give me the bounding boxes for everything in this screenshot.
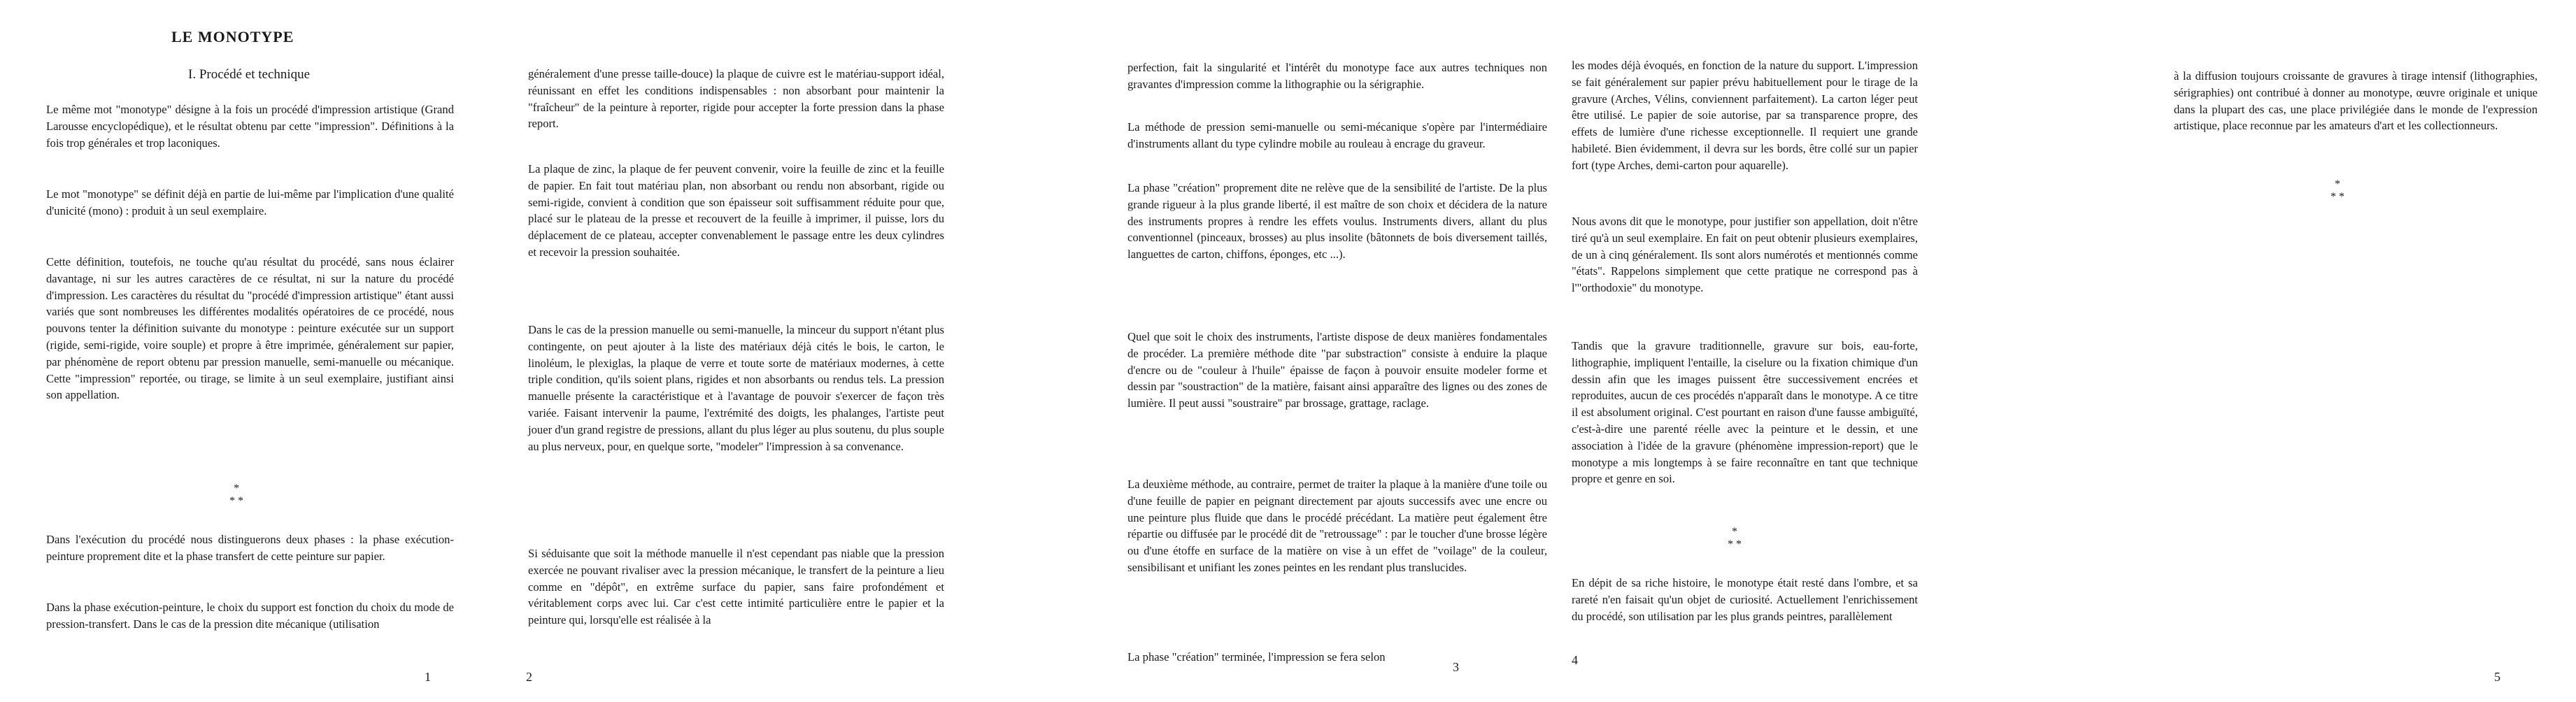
section-divider-stars: * * * bbox=[1728, 526, 1742, 550]
paragraph: La phase "création" terminée, l'impression se fera selon bbox=[1127, 650, 1386, 664]
paragraph: Cette définition, toutefois, ne touche qu'au résultat du procédé, sans nous éclairer davantage, ni sur les autres caractères de ce résultat, ni sur la nature du procédé d'impression. Les caractères du résultat du "procédé d'impression artistique" étant aussi variés que sont nombreuses les différentes modalités opératoires de ce procédé, nous pouvons tenter la définition suivante du monotype : peinture exécutée sur un support (rigide, semi-rigide, voire souple) et propre à être imprimée, généralement sur papier, par phénomène de report obtenu par pression manuelle, semi-manuelle ou mécanique. Cette "impression" reportée, ou tirage, se limite à un seul exemplaire, justifiant ainsi son appellation. bbox=[46, 255, 454, 402]
page-title: LE MONOTYPE bbox=[171, 28, 294, 45]
page-number: 5 bbox=[2494, 670, 2500, 684]
section-subtitle: I. Procédé et technique bbox=[188, 67, 311, 82]
page-number: 1 bbox=[425, 670, 431, 684]
paragraph: En dépit de sa riche histoire, le monotype était resté dans l'ombre, et sa rareté n'en faisait qu'un objet de curiosité. Actuellement l'enrichissement du procédé, son utilisation par les plus grands peintres, parallèlement bbox=[1572, 576, 1918, 623]
paragraph: généralement d'une presse taille-douce) la plaque de cuivre est le matériau-support idéal, réunissant en effet les conditions indispensables : non absorbant pour maintenir la "fraîcheur" de la peinture à reporter, rigide pour accepter la forte pression dans la phase report. bbox=[528, 67, 944, 131]
paragraph: La plaque de zinc, la plaque de fer peuvent convenir, voire la feuille de zinc et la feuille de papier. En fait tout matériau plan, non absorbant ou rendu non absorbant, rigide ou semi-rigide, convient à condition que son épaisseur soit suffisamment réduite pour que, placé sur le plateau de la presse et recouvert de la feuille à imprimer, il puisse, lors du déplacement de ce plateau, accepter convenablement le passage entre les deux cylindres et recevoir la pression souhaitée. bbox=[528, 162, 944, 259]
paragraph: les modes déjà évoqués, en fonction de la nature du support. L'impression se fait généralement sur papier prévu habituellement pour le tirage de la gravure (Arches, Vélins, conviennent parfaitement). La carton léger peut être utilisé. Le papier de soie autorise, par sa transparence propre, des effets de lumière d'une richesse exceptionnelle. Il requiert une grande habileté. Bien évidemment, il devra sur les bords, être collé sur un papier fort (type Arches, demi-carton pour aquarelle). bbox=[1572, 59, 1918, 172]
paragraph: Le mot "monotype" se définit déjà en partie de lui-même par l'implication d'une qualité d'unicité (mono) : produit à un seul exemplaire. bbox=[46, 187, 454, 217]
page-2 bbox=[511, 0, 993, 702]
paragraph: Dans la phase exécution-peinture, le choix du support est fonction du choix du mode de pression-transfert. Dans le cas de la pression dite mécanique (utilisation bbox=[46, 601, 454, 631]
paragraph: Si séduisante que soit la méthode manuelle il n'est cependant pas niable que la pression exercée ne pouvant rivaliser avec la pression mécanique, le transfert de la peinture a lieu comme en "dépôt", en extrême surface du papier, sans faire profondément et véritablement corps avec lui. Car c'est cette intimité particulière entre le papier et la peinture qui, lorsqu'elle est réalisée à la bbox=[528, 547, 944, 627]
page-5 bbox=[2168, 0, 2576, 702]
paragraph: à la diffusion toujours croissante de gravures à tirage intensif (lithographies, sérigraphies) ont contribué à donner au monotype, œuvre originale et unique dans la plupart des cas, une place privilégiée dans le monde de l'expression artistique, place reconnue par les amateurs d'art et les collectionneurs. bbox=[2174, 69, 2538, 133]
paragraph: La méthode de pression semi-manuelle ou semi-mécanique s'opère par l'intermédiaire d'instruments allant du type cylindre mobile au rouleau à encrage du graveur. bbox=[1127, 120, 1547, 150]
section-divider-stars: * * * bbox=[229, 482, 243, 507]
paragraph: Nous avons dit que le monotype, pour justifier son appellation, doit n'être tiré qu'à un seul exemplaire. En fait on peut obtenir plusieurs exemplaires, de un à cinq généralement. Ils sont alors numérotés et mentionnés comme "états". Rappelons simplement que cette pratique ne correspond pas à l'"orthodoxie" du monotype. bbox=[1572, 215, 1918, 295]
paragraph: Tandis que la gravure traditionnelle, gravure sur bois, eau-forte, lithographie, impliquent l'entaille, la ciselure ou la fixation chimique d'un dessin afin que les images puissent être successivement encrées et reproduites, aucun de ces procédés n'apparaît dans le monotype. A ce titre il est absolument original. C'est pourtant en raison d'une fausse ambiguïté, c'est-à-dire une parenté réelle avec la peinture et le dessin, et une association à l'idée de la gravure (phénomène impression-report) que le monotype a mis longtemps à se faire reconnaître en tant que technique propre et genre en soi. bbox=[1572, 339, 1918, 486]
section-divider-stars: * * * bbox=[2331, 178, 2344, 203]
paragraph: Dans l'exécution du procédé nous distinguerons deux phases : la phase exécution-peinture proprement dite et la phase transfert de cette peinture sur papier. bbox=[46, 533, 454, 563]
page-number: 4 bbox=[1572, 653, 1578, 667]
paragraph: Quel que soit le choix des instruments, l'artiste dispose de deux manières fondamentales de procéder. La première méthode dite "par substraction" consiste à enduire la plaque d'encre ou de "couleur à l'huile" épaisse de façon à pouvoir ensuite modeler forme et dessin par "soustraction" de la matière, faisant ainsi apparaître des lignes ou des zones de lumière. Il peut aussi "soustraire" par brossage, grattage, raclage. bbox=[1127, 330, 1547, 410]
page-4 bbox=[1567, 0, 1958, 702]
paragraph: Dans le cas de la pression manuelle ou semi-manuelle, la minceur du support n'étant plus contingente, on peut ajouter à la liste des matériaux déjà cités le bois, le carton, le linoléum, le plexiglas, la plaque de verre et toute sorte de matériaux modernes, à cette triple condition, qu'ils soient plans, rigides et non absorbants ou rendus tels. La pression manuelle présente la caractéristique et à l'avantage de pouvoir s'exercer de façon très variée. Faisant intervenir la paume, l'extrémité des doigts, les phalanges, l'artiste peut jouer d'un grand registre de pressions, allant du plus léger au plus soutenu, du plus souple au plus nerveux, pour, en quelque sorte, "modeler" l'impression à sa convenance. bbox=[528, 323, 944, 453]
paragraph: perfection, fait la singularité et l'intérêt du monotype face aux autres techniques non gravantes d'impression comme la lithographie ou la sérigraphie. bbox=[1127, 61, 1547, 91]
paragraph: La deuxième méthode, au contraire, permet de traiter la plaque à la manière d'une toile ou d'une feuille de papier en peignant directement par ajouts successifs avec une encre ou une peinture plus fluide que dans le procédé précédant. La matière peut également être répartie ou diffusée par le procédé dit de "retroussage" : par le toucher d'une brosse légère ou d'une étoffe en surface de la matière on vise à un effet de "voilage" de la couleur, sensibilisant et unifiant les zones peintes en les rendant plus translucides. bbox=[1127, 478, 1547, 574]
page-1 bbox=[0, 0, 476, 702]
page-3 bbox=[1112, 0, 1602, 702]
page-number: 3 bbox=[1453, 660, 1459, 674]
paragraph: Le même mot "monotype" désigne à la fois un procédé d'impression artistique (Grand Larousse encyclopédique), et le résultat obtenu par cette "impression". Définitions à la fois trop générales et trop laconiques. bbox=[46, 103, 454, 150]
paragraph: La phase "création" proprement dite ne relève que de la sensibilité de l'artiste. De la plus grande rigueur à la plus grande liberté, il est maître de son choix et décidera de la nature des instruments propres à rendre les effets voulus. Instruments divers, allant du plus conventionnel (pinceaux, brosses) au plus insolite (bâtonnets de bois diversement taillés, languettes de carton, chiffons, éponges, etc ...). bbox=[1127, 181, 1547, 262]
page-number: 2 bbox=[526, 670, 532, 684]
